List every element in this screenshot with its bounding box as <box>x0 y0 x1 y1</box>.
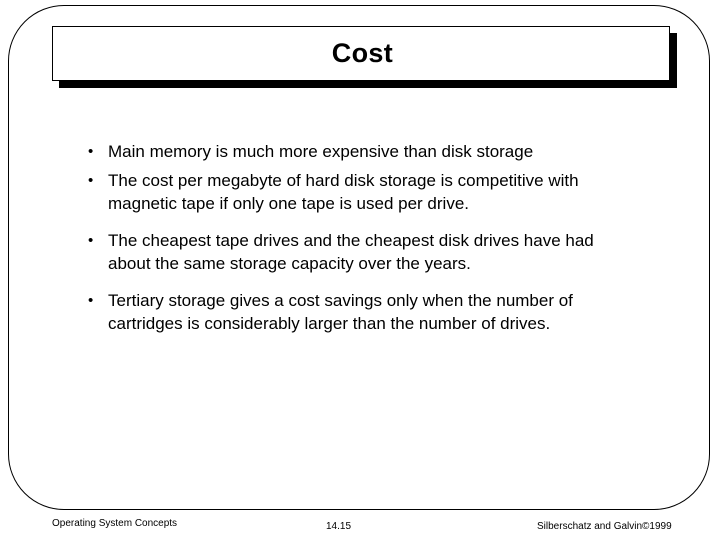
footer-page-number: 14.15 <box>326 521 352 532</box>
bullet-text: The cheapest tape drives and the cheapest disk drives have had about the same storage capacity over the years. <box>108 231 594 273</box>
footer-course-name: Operating System Concepts <box>52 518 178 529</box>
bullet-item <box>88 169 628 215</box>
bullet-item <box>88 140 628 163</box>
bullet-marker: • <box>88 292 94 309</box>
footer-copyright: Silberschatz and Galvin©1999 <box>537 521 672 532</box>
bullet-marker: • <box>88 143 94 160</box>
bullet-marker: • <box>88 172 94 189</box>
bullet-item <box>88 289 628 335</box>
bullet-list <box>88 140 628 349</box>
bullet-marker: • <box>88 232 94 249</box>
slide-title: Cost <box>331 38 393 68</box>
title-box <box>52 26 670 81</box>
bullet-item <box>88 229 628 275</box>
bullet-text: The cost per megabyte of hard disk storage is competitive with magnetic tape if only one tape is used per drive. <box>108 171 579 213</box>
bullet-text: Tertiary storage gives a cost savings only when the number of cartridges is considerably larger than the number of drives. <box>108 291 573 333</box>
bullet-text: Main memory is much more expensive than disk storage <box>108 142 534 161</box>
